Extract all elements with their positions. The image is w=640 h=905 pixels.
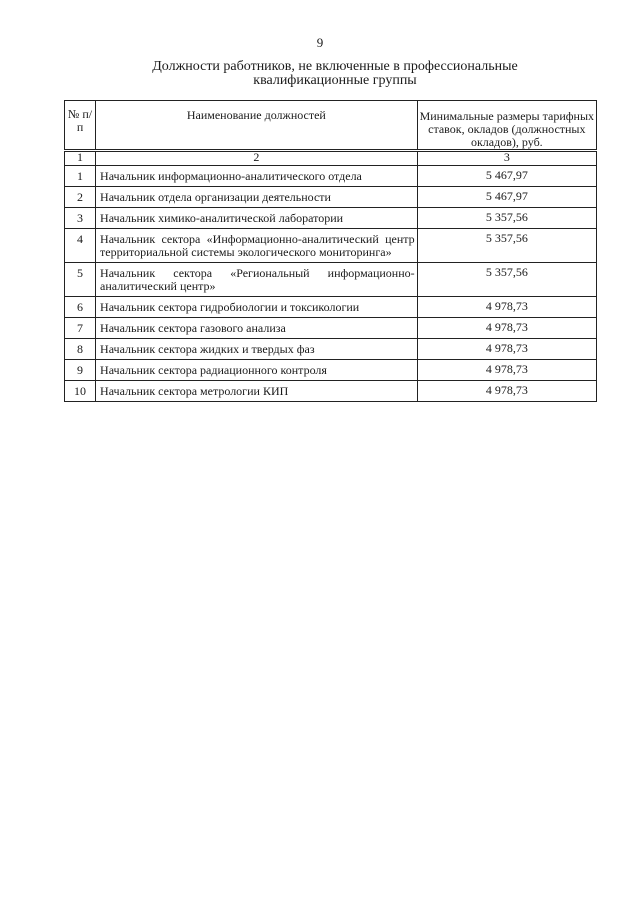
position-name: Начальник сектора «Информационно-аналитический центр территориальной системы экологического мониторинга»: [96, 229, 418, 263]
row-number: 8: [65, 339, 96, 360]
table-row: [65, 263, 597, 297]
position-name: Начальник сектора жидких и твердых фаз: [96, 339, 418, 360]
positions-table: [64, 100, 597, 402]
document-title: [95, 60, 575, 88]
salary-value: 4 978,73: [417, 318, 596, 339]
table-body: [65, 166, 597, 402]
salary-value: 4 978,73: [417, 297, 596, 318]
table-header-row: [65, 101, 597, 151]
position-name: Начальник сектора «Региональный информационно-аналитический центр»: [96, 263, 418, 297]
title-line-1: Должности работников, не включенные в профессиональные: [152, 59, 518, 74]
row-number: 5: [65, 263, 96, 297]
page-number: 9: [316, 35, 324, 50]
table-row: [65, 297, 597, 318]
salary-value: 5 357,56: [417, 263, 596, 297]
title-line-2: квалификационные группы: [253, 73, 417, 88]
table-row: [65, 339, 597, 360]
column-number-2: 2: [96, 151, 418, 166]
row-number: 4: [65, 229, 96, 263]
row-number: 9: [65, 360, 96, 381]
position-name: Начальник отдела организации деятельности: [96, 187, 418, 208]
salary-value: 4 978,73: [417, 360, 596, 381]
column-number-row: [65, 151, 597, 166]
table-row: [65, 229, 597, 263]
column-number-3: 3: [417, 151, 596, 166]
position-name: Начальник информационно-аналитического отдела: [96, 166, 418, 187]
position-name: Начальник сектора радиационного контроля: [96, 360, 418, 381]
header-position-name: Наименование должностей: [96, 101, 418, 151]
row-number: 2: [65, 187, 96, 208]
header-number: № п/п: [65, 101, 96, 151]
position-name: Начальник химико-аналитической лаборатории: [96, 208, 418, 229]
position-name: Начальник сектора метрологии КИП: [96, 381, 418, 402]
salary-value: 5 467,97: [417, 166, 596, 187]
position-name: Начальник сектора газового анализа: [96, 318, 418, 339]
row-number: 1: [65, 166, 96, 187]
table-row: [65, 208, 597, 229]
salary-value: 4 978,73: [417, 381, 596, 402]
table-row: [65, 166, 597, 187]
row-number: 6: [65, 297, 96, 318]
table-row: [65, 360, 597, 381]
row-number: 7: [65, 318, 96, 339]
position-name: Начальник сектора гидробиологии и токсикологии: [96, 297, 418, 318]
column-number-1: 1: [65, 151, 96, 166]
row-number: 10: [65, 381, 96, 402]
salary-value: 5 357,56: [417, 208, 596, 229]
row-number: 3: [65, 208, 96, 229]
table-row: [65, 187, 597, 208]
table-row: [65, 381, 597, 402]
header-salary: Минимальные размеры тарифных ставок, окладов (должностных окладов), руб.: [417, 101, 596, 151]
salary-value: 4 978,73: [417, 339, 596, 360]
salary-value: 5 357,56: [417, 229, 596, 263]
salary-value: 5 467,97: [417, 187, 596, 208]
table-row: [65, 318, 597, 339]
